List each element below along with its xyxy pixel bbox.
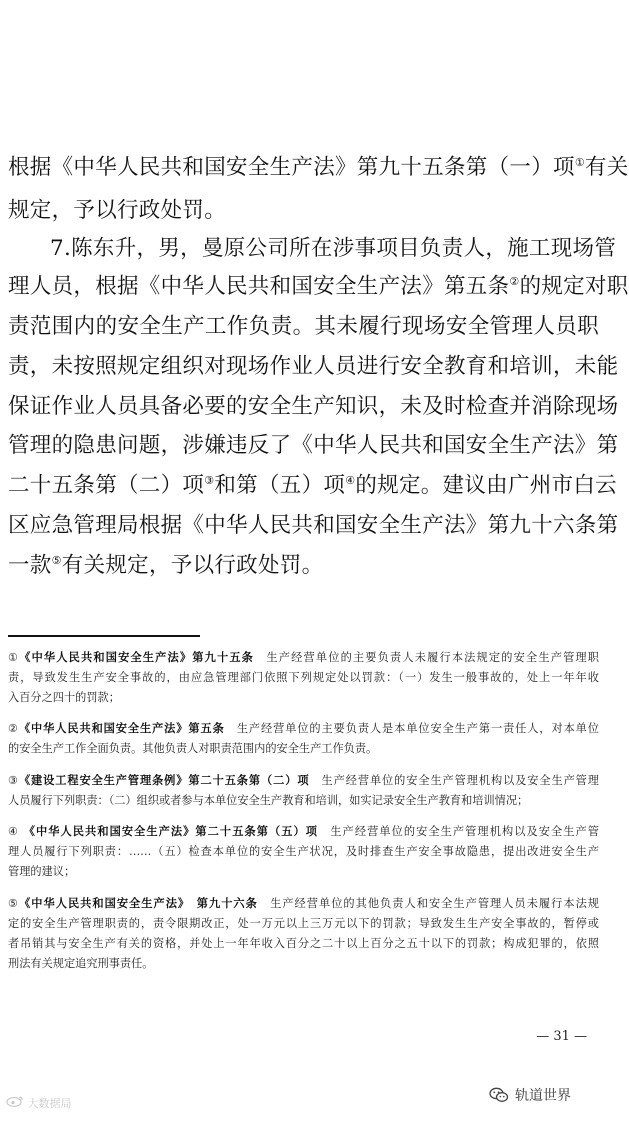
footnote-4-line: 管理的建议； (8, 865, 76, 878)
footnote-1-line: 入百分之四十的罚款； (8, 691, 120, 704)
footnote-divider (8, 635, 200, 637)
page-number: — 31 — (536, 1029, 587, 1044)
watermark-left (6, 1095, 72, 1111)
wechat-icon (489, 1087, 509, 1103)
footnote-5-line: 定的安全生产管理职责的，责令限期改正，处一万元以上三万元以下的罚款；导致发生生产安全事故的，暂停或 (8, 917, 599, 930)
footnote-4-line: 理人员履行下列职责：……（五）检查本单位的安全生产状况，及时排查生产安全事故隐患，提出改进安全生产 (8, 845, 599, 858)
footnote-1-line: 责，导致发生生产安全事故的，由应急管理部门依照下列规定处以罚款：（一）发生一般事故的，处上一年年收 (8, 671, 599, 684)
watermark-right (489, 1085, 571, 1105)
footnote-4: ④ 《中华人民共和国安全生产法》第二十五条第（五）项 生产经营单位的安全生产管理机构以及安全生产管 (8, 824, 599, 838)
text-line: 规定，予以行政处罚。 (8, 198, 227, 223)
text-line: 责，未按照规定组织对现场作业人员进行安全教育和培训，未能 (8, 354, 619, 379)
footnote-3: ③《建设工程安全生产管理条例》第二十五条第（二）项 生产经营单位的安全生产管理机构以及安全生产管理 (8, 773, 599, 787)
footnote-3-line: 人员履行下列职责：（二）组织或者参与本单位安全生产教育和培训，如实记录安全生产教育和培训情况； (8, 794, 529, 807)
footnote-5-line: 刑法有关规定追究刑事责任。 (8, 957, 154, 970)
footnote-5: ⑤《中华人民共和国安全生产法》 第九十六条 生产经营单位的其他负责人和安全生产管理人员未履行本法规 (8, 896, 599, 910)
footnote-2: ②《中华人民共和国安全生产法》第五条 生产经营单位的主要负责人是本单位安全生产第一责任人，对本单位 (8, 721, 599, 735)
text-line: 根据《中华人民共和国安全生产法》第九十五条第（一）项①有关 (8, 155, 629, 180)
text-line: 管理的隐患问题，涉嫌违反了《中华人民共和国安全生产法》第 (8, 433, 619, 458)
text-line: 二十五条第（二）项③和第（五）项④的规定。建议由广州市白云 (8, 473, 617, 498)
weibo-icon (6, 1095, 24, 1107)
text-line: 理人员，根据《中华人民共和国安全生产法》第五条②的规定对职 (8, 274, 629, 299)
text-line: 7.陈东升，男，曼原公司所在涉事项目负责人，施工现场管 (50, 236, 617, 261)
text-line: 责范围内的安全生产工作负责。其未履行现场安全管理人员职 (8, 314, 599, 339)
watermark-left-text: 大数据局 (27, 1097, 72, 1110)
text-line: 区应急管理局根据《中华人民共和国安全生产法》第九十六条第 (8, 513, 619, 538)
footnote-2-line: 的安全生产工作全面负责。其他负责人对职责范围内的安全生产工作负责。 (8, 742, 378, 755)
watermark-right-text: 轨道世界 (515, 1088, 571, 1104)
text-line: 一款⑤有关规定，予以行政处罚。 (8, 553, 324, 578)
text-line: 保证作业人员具备必要的安全生产知识，未及时检查并消除现场 (8, 394, 619, 419)
footnote-5-line: 者吊销其与安全生产有关的资格，并处上一年年收入百分之二十以上百分之五十以下的罚款；构成犯罪的，依照 (8, 937, 599, 950)
footnote-1: ①《中华人民共和国安全生产法》第九十五条 生产经营单位的主要负责人未履行本法规定的安全生产管理职 (8, 650, 599, 664)
